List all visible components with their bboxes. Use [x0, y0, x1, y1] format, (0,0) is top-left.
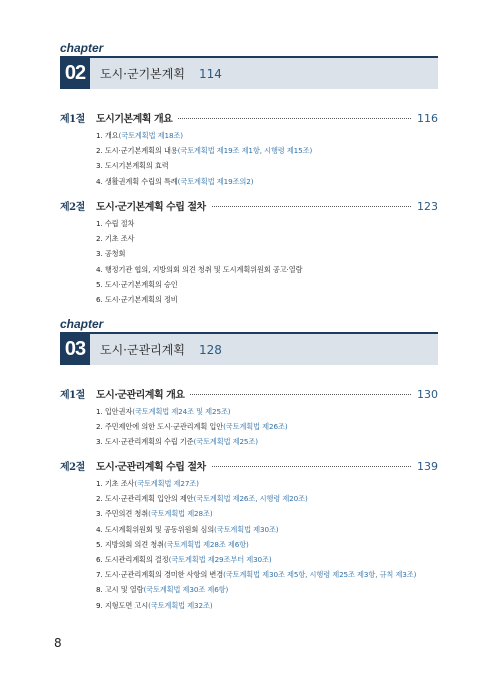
- chapter-page: 114: [198, 66, 222, 81]
- dot-leader: [190, 394, 411, 395]
- section-number: 제2절: [60, 202, 85, 213]
- section-heading[interactable]: [60, 458, 438, 474]
- section-heading[interactable]: [60, 386, 438, 402]
- list-item[interactable]: 2. 도시·군관리계획 입안의 제안(국토계획법 제26조, 시행령 제20조): [96, 494, 308, 504]
- section-page: 139: [417, 460, 438, 473]
- section-page: 123: [417, 200, 438, 213]
- list-item[interactable]: 6. 도시·군기본계획의 정비: [96, 294, 178, 304]
- chapter-title: 도시·군관리계획: [100, 343, 185, 357]
- chapter-number: 03: [60, 334, 90, 365]
- section-title: 도시기본계획 개요: [96, 114, 173, 125]
- dot-leader: [212, 466, 411, 467]
- list-item[interactable]: 2. 기초 조사: [96, 234, 135, 244]
- page-number: 8: [54, 636, 62, 650]
- dot-leader: [212, 206, 411, 207]
- section-heading[interactable]: [60, 110, 438, 126]
- chapter-02-header: [60, 42, 438, 89]
- section-number: 제2절: [60, 462, 85, 473]
- chapter-03-header: [60, 318, 438, 365]
- section-title: 도시·군관리계획 수립 절차: [96, 462, 206, 473]
- section-ch02-2: [60, 198, 438, 307]
- section-title: 도시·군관리계획 개요: [96, 390, 185, 401]
- chapter-page: 128: [198, 342, 222, 357]
- list-item[interactable]: 3. 주민의견 청취(국토계획법 제28조): [96, 509, 213, 519]
- section-ch02-1: [60, 110, 438, 189]
- list-item[interactable]: 1. 개요(국토계획법 제18조): [96, 131, 183, 140]
- section-heading[interactable]: [60, 198, 438, 214]
- chapter-label: chapter: [60, 41, 104, 55]
- chapter-title: 도시·군기본계획: [100, 67, 185, 81]
- list-item[interactable]: 8. 고시 및 열람(국토계획법 제30조 제6항): [96, 585, 229, 595]
- list-item[interactable]: 3. 공청회: [96, 249, 126, 259]
- list-item[interactable]: 5. 지방의회 의견 청취(국토계획법 제28조 제6항): [96, 539, 249, 549]
- section-page: 116: [417, 112, 438, 125]
- chapter-number: 02: [60, 58, 90, 89]
- chapter-bar: [60, 56, 438, 89]
- chapter-label: chapter: [60, 317, 104, 331]
- item-list: [96, 216, 438, 307]
- item-list: [96, 128, 438, 189]
- section-ch03-2: [60, 458, 438, 613]
- list-item[interactable]: 4. 행정기관 협의, 지방의회 의견 청취 및 도시계획위원회 공고·열람: [96, 264, 303, 274]
- list-item[interactable]: 2. 도시·군기본계획의 내용(국토계획법 제19조 제1항, 시행령 제15조): [96, 146, 313, 156]
- list-item[interactable]: 1. 기초 조사(국토계획법 제27조): [96, 479, 199, 488]
- section-title: 도시·군기본계획 수립 절차: [96, 202, 206, 213]
- chapter-bar: [60, 332, 438, 365]
- section-ch03-1: [60, 386, 438, 450]
- list-item[interactable]: 3. 도시·군관리계획의 수립 기준(국토계획법 제25조): [96, 437, 258, 447]
- list-item[interactable]: 4. 생활권계획 수립의 특례(국토계획법 제19조의2): [96, 176, 254, 186]
- dot-leader: [178, 118, 411, 119]
- list-item[interactable]: 4. 도시계획위원회 및 공동위원회 심의(국토계획법 제30조): [96, 524, 279, 534]
- section-number: 제1절: [60, 114, 85, 125]
- list-item[interactable]: 5. 도시·군기본계획의 승인: [96, 279, 178, 289]
- section-number: 제1절: [60, 390, 85, 401]
- list-item[interactable]: 9. 지형도면 고시(국토계획법 제32조): [96, 600, 213, 610]
- list-item[interactable]: 1. 수립 절차: [96, 219, 135, 228]
- item-list: [96, 476, 438, 613]
- list-item[interactable]: 2. 주민제안에 의한 도시·군관리계획 입안(국토계획법 제26조): [96, 422, 288, 432]
- section-page: 130: [417, 388, 438, 401]
- list-item[interactable]: 3. 도시기본계획의 효력: [96, 161, 169, 171]
- list-item[interactable]: 1. 입안권자(국토계획법 제24조 및 제25조): [96, 407, 231, 416]
- item-list: [96, 404, 438, 450]
- list-item[interactable]: 6. 도시관리계획의 결정(국토계획법 제29조부터 제30조): [96, 554, 272, 564]
- list-item[interactable]: 7. 도시·군관리계획의 경미한 사항의 변경(국토계획법 제30조 제5항, 시행령 제25조 제3항, 규칙 제3조): [96, 570, 417, 580]
